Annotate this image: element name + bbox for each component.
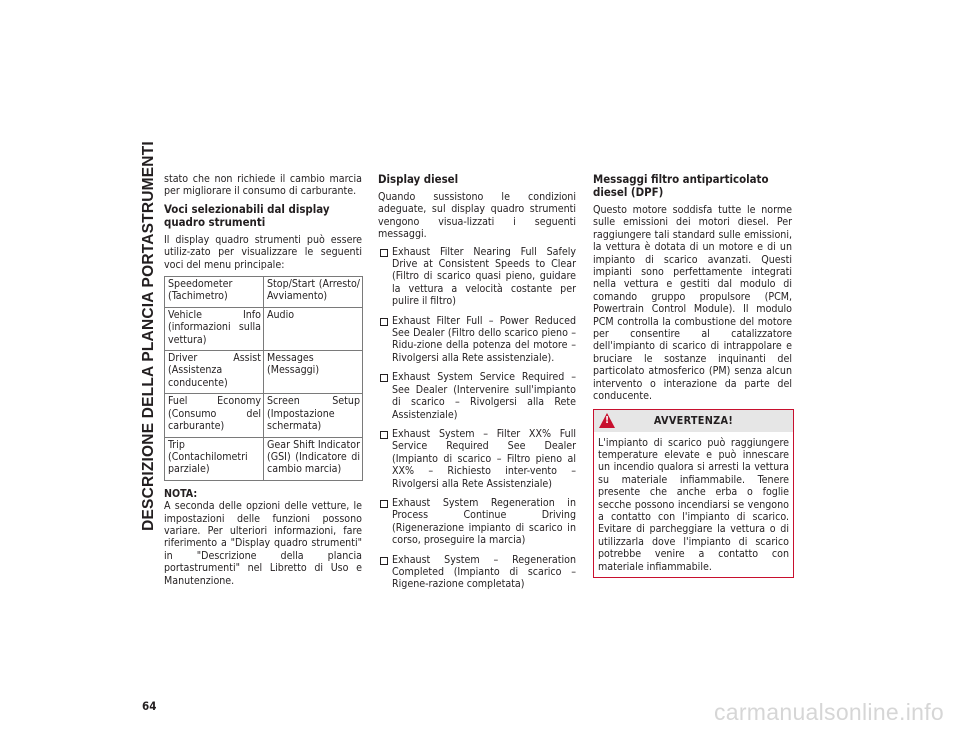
table-cell: Vehicle Info (informazioni sulla vettura) [165, 307, 264, 350]
column-3 [593, 173, 792, 578]
note-text: A seconda delle opzioni delle vetture, le impostazioni delle funzioni possono variare. Per ulteriori informazioni, fare riferimento a "Display quadro strumenti" in "Descrizione della plancia portastrumenti" nel Libretto di Uso e Manutenzione. [164, 500, 362, 587]
checkbox-bullet-icon [380, 318, 388, 326]
diesel-messages-list [378, 246, 576, 591]
checkbox-bullet-icon [380, 374, 388, 382]
table-cell: Speedometer (Tachimetro) [165, 277, 264, 308]
main-menu-table [164, 276, 363, 481]
table-row [165, 351, 363, 394]
table-cell: Screen Setup (Impostazione schermata) [264, 394, 363, 437]
table-cell: Fuel Economy (Consumo del carburante) [165, 394, 264, 437]
list-item-text: Exhaust System – Filter XX% Full Service Required See Dealer (Impianto di scarico – Filtro pieno al XX% – Richiesto inter-vento – Rivolgersi alla Rete Assistenziale) [392, 427, 576, 490]
diesel-display-heading: Display diesel [378, 172, 459, 186]
table-cell: Messages (Messaggi) [264, 351, 363, 394]
list-item-text: Exhaust Filter Nearing Full Safely Drive at Consistent Speeds to Clear (Filtro di scarico quasi pieno, guidare la vettura a velocità costante per pulire il filtro) [392, 245, 576, 308]
table-row [165, 277, 363, 308]
dpf-messages-heading: Messaggi filtro antiparticolato diesel (DPF) [593, 172, 769, 199]
list-item [378, 428, 576, 490]
table-cell: Trip (Contachilometri parziale) [165, 437, 264, 480]
table-row [165, 394, 363, 437]
list-item [378, 554, 576, 591]
list-item [378, 246, 576, 308]
table-cell: Gear Shift Indicator (GSI) (Indicatore di cambio marcia) [264, 437, 363, 480]
section-title-text: DESCRIZIONE DELLA PLANCIA PORTASTRUMENTI [139, 141, 157, 531]
list-item [378, 315, 576, 365]
column-1 [164, 173, 362, 592]
checkbox-bullet-icon [380, 557, 388, 565]
list-item-text: Exhaust System Regeneration in Process Continue Driving (Rigenerazione impianto di scarico in corso, proseguire la marcia) [392, 496, 576, 547]
warning-title: AVVERTENZA! [653, 413, 734, 427]
table-row [165, 437, 363, 480]
intro-paragraph: stato che non richiede il cambio marcia per migliorare il consumo di carburante. [164, 173, 362, 198]
list-item-text: Exhaust System Service Required – See Dealer (Intervenire sull'impianto di scarico – Rivolgersi alla Rete Assistenziale) [392, 371, 576, 421]
checkbox-bullet-icon [380, 249, 388, 257]
list-item-text: Exhaust System – Regeneration Completed (Impianto di scarico – Rigene-razione completata) [392, 553, 576, 591]
column-2 [378, 173, 576, 598]
section-title [139, 141, 159, 531]
table-cell: Stop/Start (Arresto/ Avviamento) [264, 277, 363, 308]
note-label: NOTA: [164, 487, 198, 500]
menu-items-paragraph: Il display quadro strumenti può essere utiliz-zato per visualizzare le seguenti voci del menu principale: [164, 233, 362, 271]
warning-text: L'impianto di scarico può raggiungere temperature elevate e può innescare un incendio qualora si arresti la vettura su materiale infiammabile. Tenere presente che anche erba o foglie secche possono incendiarsi se vengono a contatto con l'impianto di scarico. Evitare di parcheggiare la vettura o di utilizzarla dove l'impianto di scarico potrebbe venire a contatto con materiale infiammabile. [598, 436, 789, 573]
list-item-text: Exhaust Filter Full – Power Reduced See Dealer (Filtro dello scarico pieno – Ridu-zione della potenza del motore – Rivolgersi alla Rete assistenziale). [392, 314, 576, 364]
page-number: 64 [142, 699, 157, 713]
menu-items-heading: Voci selezionabili dal display quadro strumenti [164, 201, 330, 229]
dpf-paragraph: Questo motore soddisfa tutte le norme sulle emissioni dei motori diesel. Per raggiungere tali standard sulle emissioni, la vettura è dotata di un motore e di un impianto di scarico avanzati. Questi impianti sono perfettamente integrati nella vettura e gestiti dal modulo di comando gruppo propulsore (PCM, Powertrain Control Module). Il modulo PCM controlla la combustione del motore per consentire al catalizzatore dell'impianto di scarico di intrappolare e bruciare le sostanze inquinanti del particolato atmosferico (PM) senza alcun intervento o interazione da parte del conducente. [593, 204, 792, 403]
warning-box [593, 409, 794, 578]
warning-header [594, 410, 793, 432]
table-row [165, 307, 363, 350]
diesel-display-paragraph: Quando sussistono le condizioni adeguate, sul display quadro strumenti vengono visua-lizzati i seguenti messaggi. [378, 191, 576, 241]
checkbox-bullet-icon [380, 431, 388, 439]
list-item [378, 371, 576, 421]
warning-exclamation: ! [605, 414, 610, 426]
list-item [378, 497, 576, 547]
watermark: carmanualsonline.info [713, 699, 944, 725]
checkbox-bullet-icon [380, 500, 388, 508]
table-cell: Audio [264, 307, 363, 350]
table-cell: Driver Assist (Assistenza conducente) [165, 351, 264, 394]
